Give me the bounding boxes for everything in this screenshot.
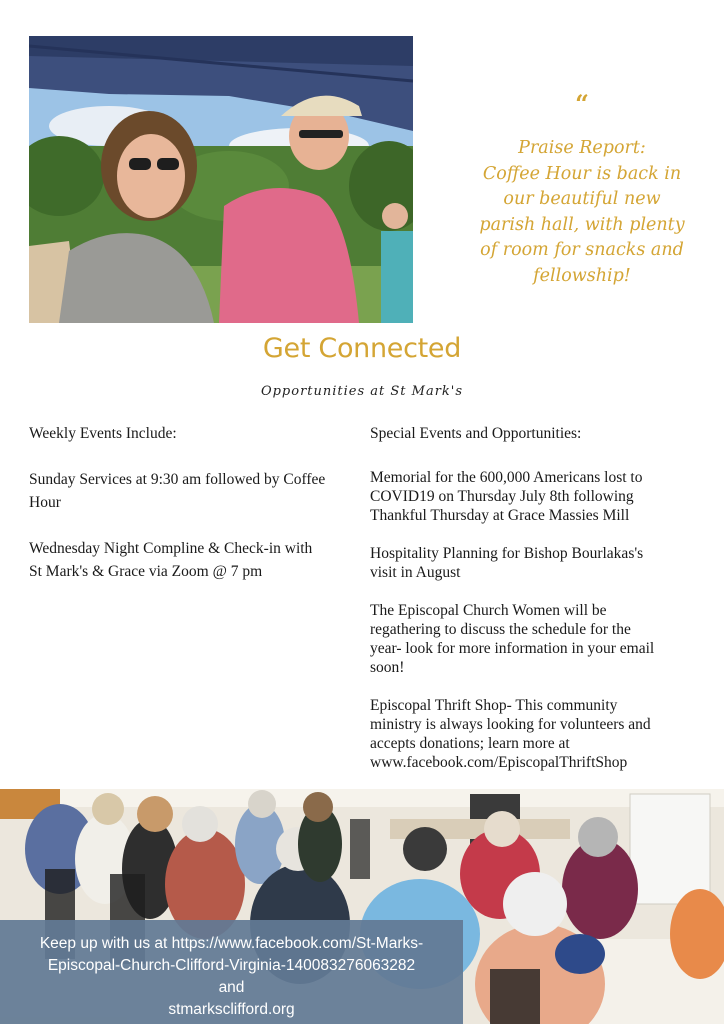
event-line: Sunday Services at 9:30 am followed by Coffee	[29, 471, 326, 488]
quote-line: of room for snacks and	[480, 240, 684, 260]
footer-and-text: and	[218, 979, 245, 996]
event-line: Wednesday Night Compline & Check-in with	[29, 540, 313, 557]
quote-line: our beautiful new	[503, 189, 661, 209]
footer-facebook-link[interactable]: Episcopal-Church-Clifford-Virginia-140083276063282	[47, 957, 416, 974]
coffee-hour-photo	[29, 36, 413, 323]
event-line: Episcopal Thrift Shop- This community	[370, 697, 618, 714]
event-line: visit in August	[370, 564, 461, 581]
page-subtitle: Opportunities at St Mark's	[260, 384, 464, 399]
event-line: Thankful Thursday at Grace Massies Mill	[370, 507, 630, 524]
weekly-event-item	[29, 468, 357, 514]
weekly-events-column	[29, 422, 357, 606]
event-line: Memorial for the 600,000 Americans lost to	[370, 469, 643, 486]
event-line: year- look for more information in your email	[370, 640, 655, 657]
footer-facebook-link[interactable]: Keep up with us at https://www.facebook.com/St-Marks-	[39, 935, 424, 952]
special-event-item	[370, 544, 700, 582]
special-event-item	[370, 468, 700, 525]
special-event-item	[370, 696, 700, 772]
event-line: ministry is always looking for volunteers and	[370, 716, 651, 733]
event-line: The Episcopal Church Women will be	[370, 602, 607, 619]
weekly-events-title: Weekly Events Include:	[29, 425, 177, 442]
event-line: soon!	[370, 659, 405, 676]
special-events-column	[370, 422, 700, 791]
footer-website-link[interactable]: stmarksclifford.org	[168, 1001, 295, 1018]
quote-line: Praise Report:	[518, 138, 646, 158]
event-line: accepts donations; learn more at	[370, 735, 570, 752]
page-title: Get Connected	[262, 333, 462, 364]
event-line: St Mark's & Grace via Zoom @ 7 pm	[29, 563, 263, 580]
quote-line: Coffee Hour is back in	[482, 163, 682, 184]
special-event-item	[370, 601, 700, 677]
event-line: Hour	[29, 494, 61, 511]
quote-mark-icon: “	[575, 89, 589, 118]
event-line: COVID19 on Thursday July 8th following	[370, 488, 634, 505]
event-line: www.facebook.com/EpiscopalThriftShop	[370, 754, 628, 771]
quote-line: fellowship!	[533, 265, 631, 286]
footer-contact-box	[0, 920, 463, 1024]
event-line: Hospitality Planning for Bishop Bourlakas's	[370, 545, 644, 562]
quote-line: parish hall, with plenty	[479, 214, 685, 235]
praise-report-quote	[462, 136, 702, 289]
special-events-title: Special Events and Opportunities:	[370, 425, 582, 442]
event-line: regathering to discuss the schedule for the	[370, 621, 631, 638]
weekly-event-item	[29, 537, 357, 583]
